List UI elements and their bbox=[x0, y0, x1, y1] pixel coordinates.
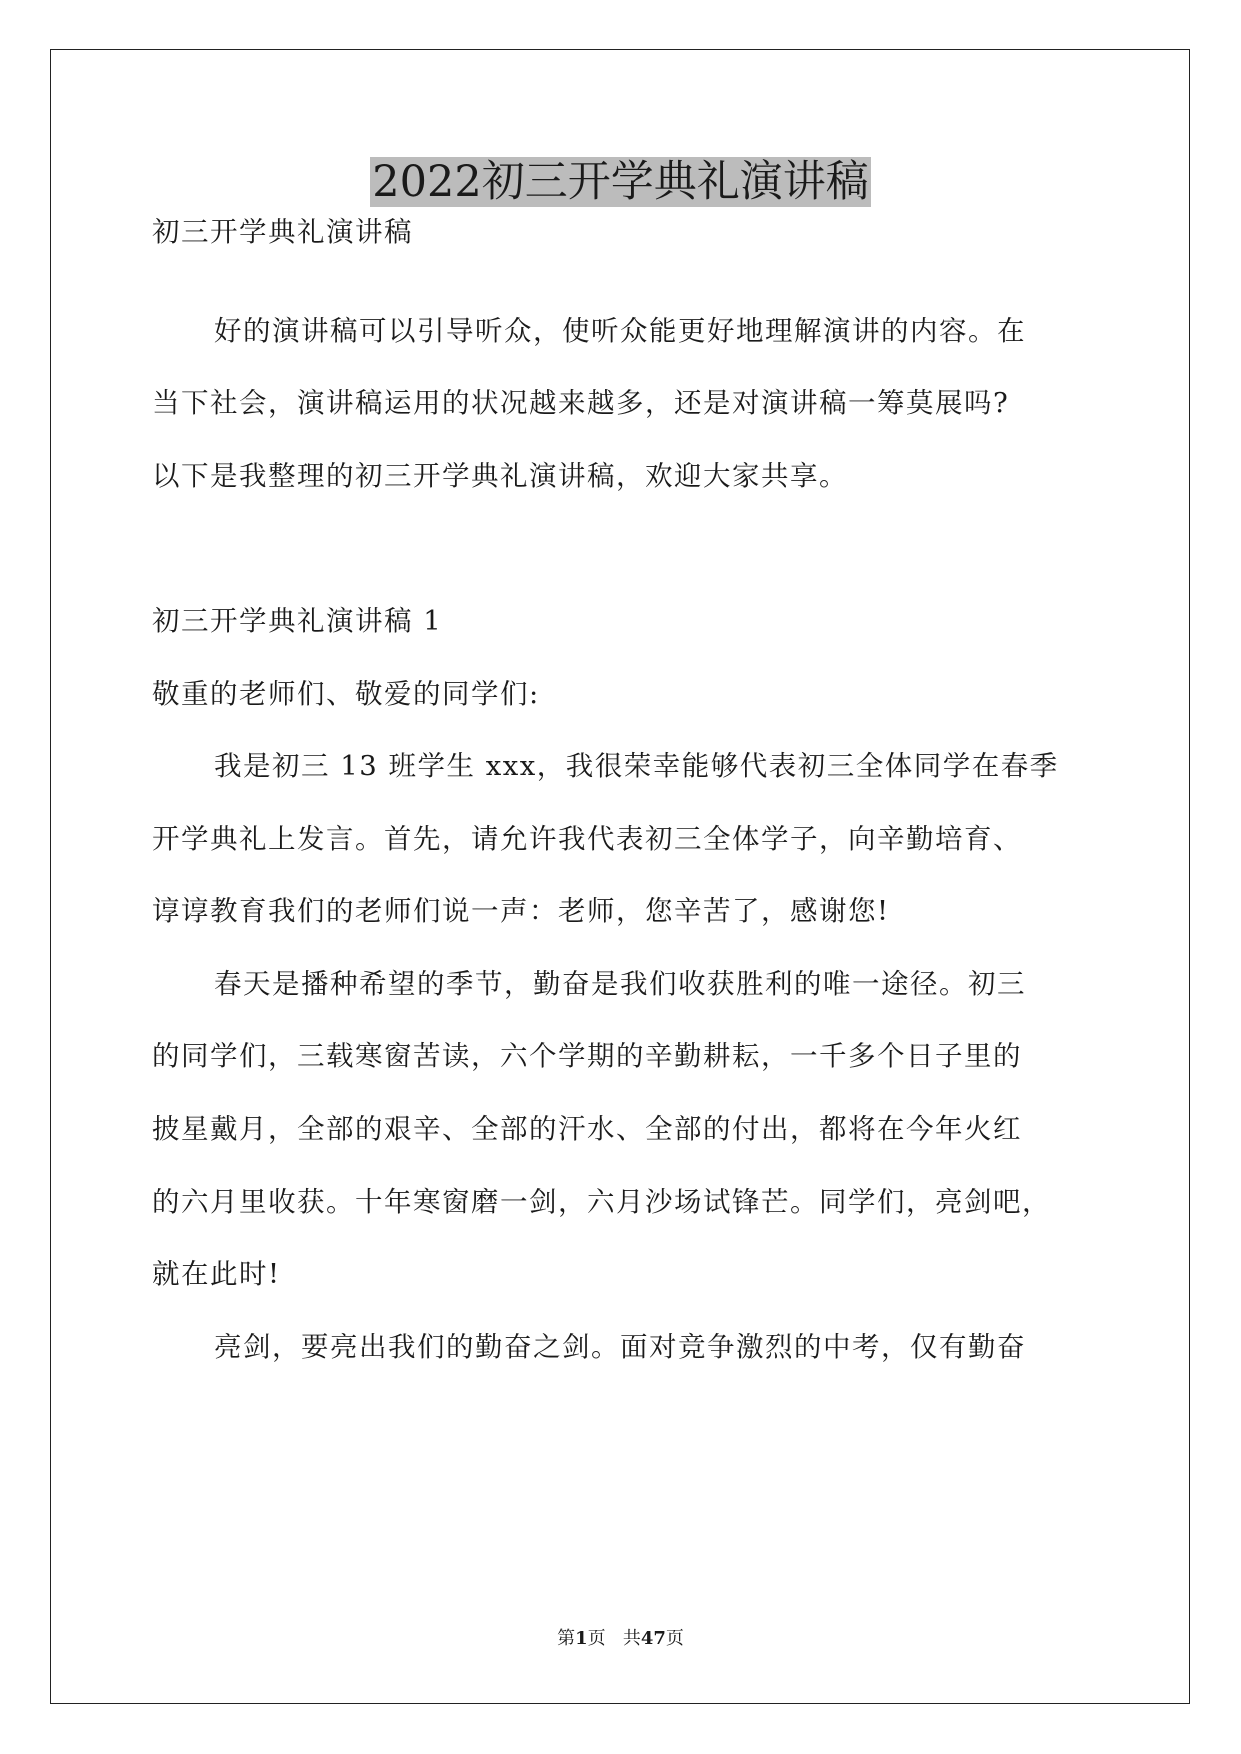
para2-line-1: 春天是播种希望的季节，勤奋是我们收获胜利的唯一途径。初三 bbox=[214, 968, 1026, 1000]
document-title-text: 2022初三开学典礼演讲稿 bbox=[372, 157, 869, 207]
intro-line-1: 好的演讲稿可以引导听众，使听众能更好地理解演讲的内容。在 bbox=[214, 315, 1026, 347]
para3-line-1: 亮剑，要亮出我们的勤奋之剑。面对竞争激烈的中考，仅有勤奋 bbox=[214, 1331, 1026, 1363]
page-number: 1 bbox=[575, 1628, 588, 1649]
section-heading: 初三开学典礼演讲稿 1 bbox=[152, 605, 443, 637]
page-frame bbox=[50, 49, 1190, 1704]
para2-line-3: 披星戴月，全部的艰辛、全部的汗水、全部的付出，都将在今年火红 bbox=[152, 1113, 1022, 1145]
para2-line-2: 的同学们，三载寒窗苦读，六个学期的辛勤耕耘，一千多个日子里的 bbox=[152, 1040, 1022, 1072]
para1-line-3: 谆谆教育我们的老师们说一声：老师，您辛苦了，感谢您! bbox=[152, 895, 890, 927]
intro-line-2: 当下社会，演讲稿运用的状况越来越多，还是对演讲稿一筹莫展吗? bbox=[152, 387, 1010, 419]
page-suffix: 页 bbox=[587, 1628, 606, 1649]
total-pages: 47 bbox=[640, 1628, 666, 1649]
document-subtitle: 初三开学典礼演讲稿 bbox=[152, 216, 413, 248]
para2-line-5: 就在此时! bbox=[152, 1258, 281, 1290]
total-prefix: 共 bbox=[622, 1628, 641, 1649]
para2-line-4: 的六月里收获。十年寒窗磨一剑，六月沙场试锋芒。同学们，亮剑吧， bbox=[152, 1186, 1051, 1218]
page-prefix: 第 bbox=[557, 1628, 576, 1649]
total-suffix: 页 bbox=[665, 1628, 684, 1649]
salutation: 敬重的老师们、敬爱的同学们: bbox=[152, 678, 540, 710]
para1-line-1: 我是初三 13 班学生 xxx，我很荣幸能够代表初三全体同学在春季 bbox=[214, 750, 1059, 782]
intro-line-3: 以下是我整理的初三开学典礼演讲稿，欢迎大家共享。 bbox=[152, 460, 848, 492]
page-footer bbox=[0, 1624, 1241, 1650]
document-title bbox=[0, 152, 1241, 212]
para1-line-2: 开学典礼上发言。首先，请允许我代表初三全体学子，向辛勤培育、 bbox=[152, 823, 1022, 855]
